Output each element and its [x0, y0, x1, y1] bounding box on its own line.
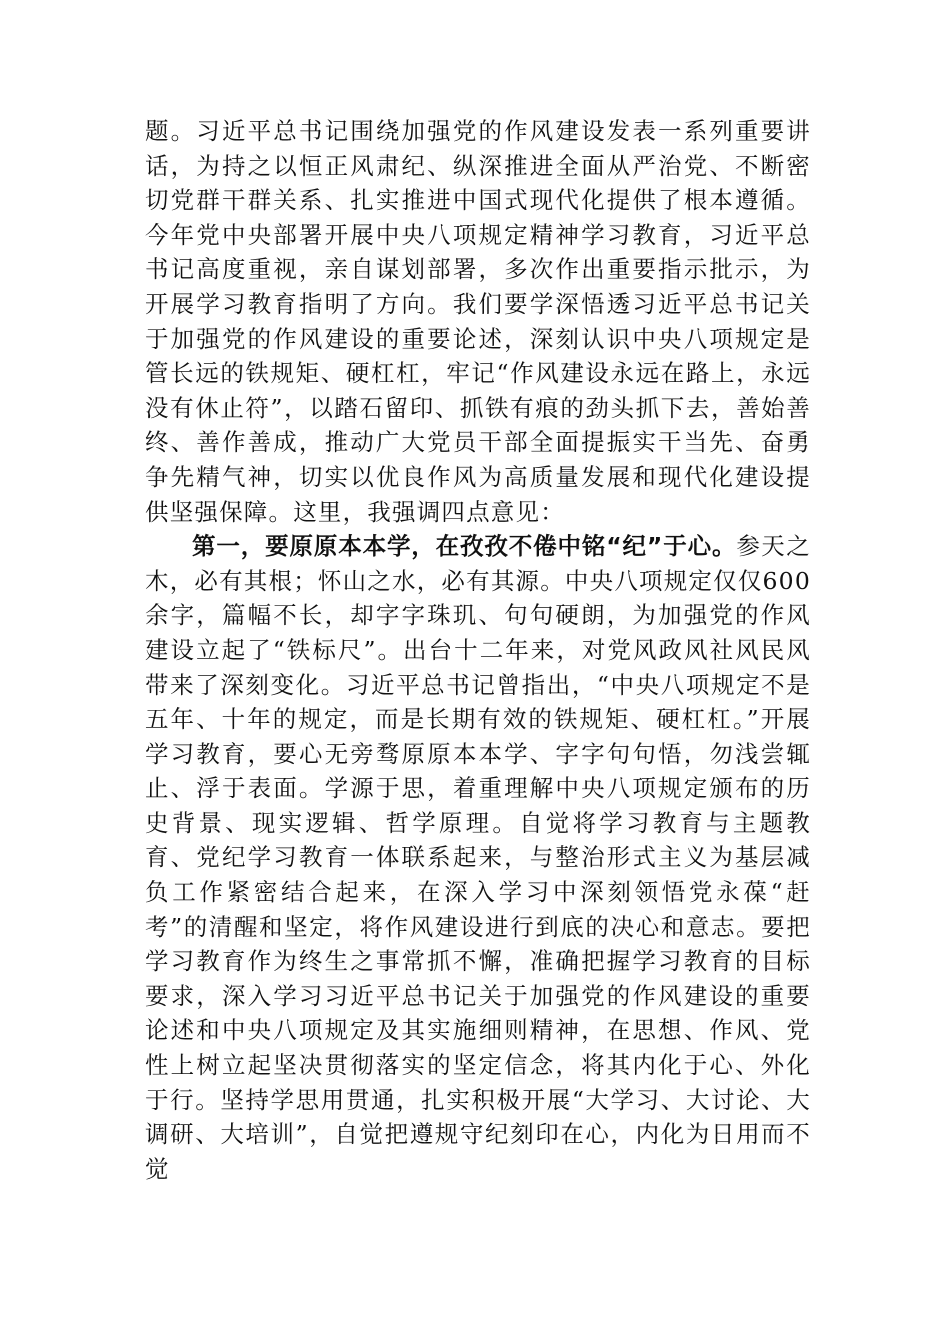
intro-paragraph: 题。习近平总书记围绕加强党的作风建设发表一系列重要讲话，为持之以恒正风肃纪、纵深推进全面从严治党、不断密切党群干群关系、扎实推进中国式现代化提供了根本遵循。今年党中央部署开展中央八项规定精神学习教育，习近平总书记高度重视，亲自谋划部署，多次作出重要指示批示，为开展学习教育指明了方向。我们要学深悟透习近平总书记关于加强党的作风建设的重要论述，深刻认识中央八项规定是管长远的铁规矩、硬杠杠，牢记“作风建设永远在路上，永远没有休止符”，以踏石留印、抓铁有痕的劲头抓下去，善始善终、善作善成，推动广大党员干部全面提振实干当先、奋勇争先精气神，切实以优良作风为高质量发展和现代化建设提供坚强保障。这里，我强调四点意见： [145, 117, 811, 526]
section-heading: 第一，要原原本本学，在孜孜不倦中铭“纪”于心。 [192, 532, 737, 561]
section-body: 参天之木，必有其根；怀山之水，必有其源。中央八项规定仅仅600余字，篇幅不长，却字字珠玑、句句硬朗，为加强党的作风建设立起了“铁标尺”。出台十二年来，对党风政风社风民风带来了深刻变化。习近平总书记曾指出，“中央八项规定不是五年、十年的规定，而是长期有效的铁规矩、硬杠杠。”开展学习教育，要心无旁骛原原本本学、字字句句悟，勿浅尝辄止、浮于表面。学源于思，着重理解中央八项规定颁布的历史背景、现实逻辑、哲学原理。自觉将学习教育与主题教育、党纪学习教育一体联系起来，与整治形式主义为基层减负工作紧密结合起来，在深入学习中深刻领悟党永葆“赶考”的清醒和坚定，将作风建设进行到底的决心和意志。要把学习教育作为终生之事常抓不懈，准确把握学习教育的目标要求，深入学习习近平总书记关于加强党的作风建设的重要论述和中央八项规定及其实施细则精神，在思想、作风、党性上树立起坚决贯彻落实的坚定信念，将其内化于心、外化于行。坚持学思用贯通，扎实积极开展“大学习、大讨论、大调研、大培训”，自觉把遵规守纪刻印在心，内化为日用而不觉 [145, 532, 811, 1183]
section-one-paragraph [145, 529, 811, 1186]
document-body [145, 114, 811, 1186]
